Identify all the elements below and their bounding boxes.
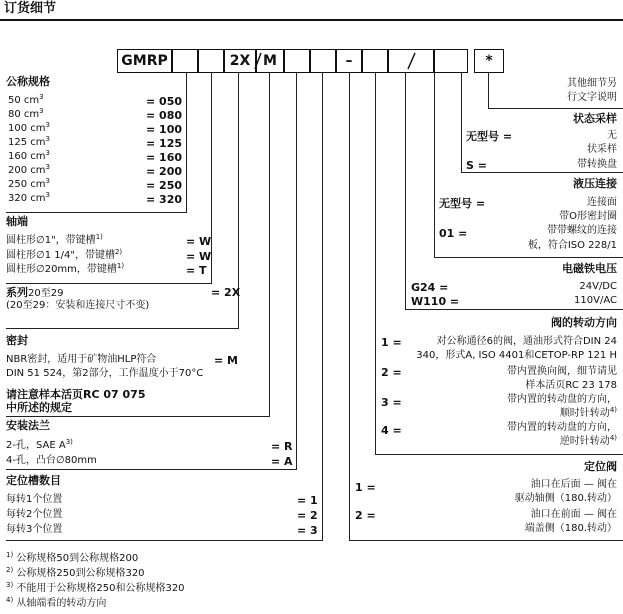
nominal-size-code: = 080	[146, 109, 183, 122]
page-title: 订货细节	[4, 1, 57, 16]
section-heading-nominal-size: 公称规格	[6, 75, 50, 88]
series-code: = 2X	[211, 286, 241, 299]
code-box-dash: –	[336, 49, 362, 73]
status-sample-s-text: 带转换盘	[577, 159, 617, 170]
connector-status-v	[461, 73, 462, 173]
rotation-text: 带内置的转动盘的方向，	[507, 394, 617, 405]
seal-note-2: 中所述的规定	[6, 401, 72, 414]
shaft-code: = W	[186, 250, 212, 263]
rotation-text: 带内置的转动盘的方向，	[507, 422, 617, 433]
other-details-text: 其他细节另	[567, 78, 617, 89]
shaft-label: 圆柱形∅20mm，带键槽$^{1)}$	[6, 262, 125, 275]
section-heading-seal: 密封	[6, 334, 28, 347]
nominal-size-code: = 125	[146, 137, 183, 150]
section-heading-rotation: 阀的转动方向	[551, 316, 617, 329]
connector-flange-v	[296, 73, 297, 470]
seal-description-2: DIN 51 524，第2部分，工作温度小于70°C	[6, 368, 204, 379]
code-box-rotation	[362, 49, 388, 73]
solenoid-value: 24V/DC	[579, 281, 617, 292]
rotation-text: 顺时针转动$^{4)}$	[559, 406, 617, 419]
hydraulic-text: 带O形密封圈	[559, 211, 617, 222]
code-box-detent	[310, 49, 336, 73]
nominal-size-label: 80 $cm^3$	[8, 107, 44, 120]
nominal-size-label: 160 $cm^3$	[8, 149, 50, 162]
solenoid-value: 110V/AC	[574, 295, 617, 306]
flange-code: = A	[271, 455, 293, 468]
nominal-size-code: = 050	[146, 95, 183, 108]
connector-voltage-v	[405, 73, 406, 310]
nominal-size-label: 100 $cm^3$	[8, 121, 50, 134]
code-box-gmrp: GMRP	[117, 49, 172, 73]
other-details-text-2: 行文字说明	[567, 92, 617, 103]
section-heading-solenoid: 电磁铁电压	[562, 262, 617, 275]
connector-position-h	[349, 540, 623, 541]
code-box-series: 2X	[224, 49, 256, 73]
detent-code: = 3	[297, 524, 318, 537]
footnote: $^{1)}$ 公称规格50到公称规格200	[6, 551, 139, 564]
seal-note: 请注意样本活页RC 07 075	[6, 388, 146, 401]
connector-position-v	[349, 73, 350, 541]
rotation-text: 对公称通径6的阀，通油形式符合DIN 24	[436, 336, 617, 347]
nominal-size-label: 50 $cm^3$	[8, 93, 44, 106]
positioning-text: 端盖侧（180.转动）	[524, 523, 617, 534]
flange-label: 2-孔，SAE $A^{3)}$	[6, 438, 73, 451]
flange-code: = R	[271, 440, 293, 453]
connector-other-v	[488, 73, 489, 109]
detent-label: 每转1个位置	[6, 494, 63, 505]
shaft-label: 圆柱形∅1 1/4"，带键槽$^{2)}$	[6, 248, 123, 261]
solenoid-code: G24 =	[411, 281, 449, 294]
status-sample-no-text-2: 状采样	[587, 144, 617, 155]
connector-flange-h	[6, 469, 297, 470]
nominal-size-label: 125 $cm^3$	[8, 135, 50, 148]
hydraulic-text: 带带螺纹的连接	[547, 225, 617, 236]
section-heading-status-sample: 状态采样	[573, 112, 617, 125]
connector-rotation-h	[375, 454, 623, 455]
rotation-text: 样本活页RC 23 178	[525, 380, 617, 391]
detent-code: = 2	[297, 509, 318, 522]
title-rule	[0, 19, 623, 21]
nominal-size-code: = 250	[146, 179, 183, 192]
nominal-size-code: = 320	[146, 193, 183, 206]
status-sample-no-code: 无型号 =	[466, 130, 513, 143]
detent-label: 每转3个位置	[6, 524, 63, 535]
connector-size-v	[186, 73, 187, 213]
detent-label: 每转2个位置	[6, 509, 63, 520]
connector-series-h	[6, 328, 239, 329]
hydraulic-no-code: 无型号 =	[439, 197, 486, 210]
nominal-size-code: = 100	[146, 123, 183, 136]
series-label: 系列20至29	[6, 286, 64, 299]
nominal-size-code: = 160	[146, 151, 183, 164]
slash-icon	[388, 49, 434, 73]
connector-detent-h	[6, 540, 323, 541]
rotation-code: 4 =	[381, 424, 402, 437]
flange-label: 4-孔，凸台∅80mm	[6, 455, 97, 466]
nominal-size-label: 200 $cm^3$	[8, 163, 50, 176]
code-box-flange	[284, 49, 310, 73]
connector-detent-v	[322, 73, 323, 541]
positioning-code: 2 =	[355, 509, 376, 522]
hydraulic-text: 连接面	[587, 197, 617, 208]
connector-size-h	[6, 212, 187, 213]
footnote: $^{4)}$ 从轴端看的转动方向	[6, 596, 107, 609]
positioning-text: 油口在后面 — 阀在	[530, 479, 617, 490]
rotation-code: 3 =	[381, 396, 402, 409]
connector-rotation-v	[375, 73, 376, 455]
rotation-text: 带内置换向阀，细节请见	[507, 366, 617, 377]
hydraulic-01-code: 01 =	[439, 227, 468, 240]
rotation-text: 340，形式A, ISO 4401和CETOP-RP 121 H	[416, 350, 617, 361]
code-box-shaft	[198, 49, 224, 73]
connector-other-h	[488, 108, 623, 109]
solenoid-code: W110 =	[411, 295, 460, 308]
connector-hydraulic-v	[434, 73, 435, 258]
connector-hydraulic-h	[434, 257, 623, 258]
connector-shaft-h	[6, 283, 212, 284]
section-heading-shaft: 轴端	[6, 215, 28, 228]
rotation-code: 1 =	[381, 336, 402, 349]
code-box-seal: M	[256, 49, 284, 73]
connector-status-h	[461, 172, 623, 173]
rotation-text: 逆时针转动$^{4)}$	[559, 434, 617, 447]
shaft-label: 圆柱形∅1"，带键槽$^{1)}$	[6, 233, 103, 246]
seal-description: NBR密封，适用于矿物油HLP符合	[6, 354, 157, 365]
nominal-size-code: = 200	[146, 165, 183, 178]
seal-code: = M	[214, 354, 238, 367]
nominal-size-label: 320 $cm^3$	[8, 191, 50, 204]
section-heading-positioning: 定位阀	[584, 460, 617, 473]
positioning-text: 油口在前面 — 阀在	[530, 509, 617, 520]
code-box-connection	[434, 49, 468, 73]
shaft-code: = T	[186, 264, 207, 277]
slash-icon	[224, 49, 284, 73]
section-heading-flange: 安装法兰	[6, 419, 50, 432]
status-sample-no-text: 无	[607, 130, 617, 141]
positioning-text: 驱动轴侧（180.转动）	[514, 493, 617, 504]
status-sample-s-code: S =	[466, 159, 487, 172]
footnote: $^{2)}$ 公称规格250到公称规格320	[6, 566, 145, 579]
code-box-size	[172, 49, 198, 73]
hydraulic-text: 板，符合ISO 228/1	[527, 240, 617, 251]
nominal-size-label: 250 $cm^3$	[8, 177, 50, 190]
footnote: $^{3)}$ 不能用于公称规格250和公称规格320	[6, 581, 185, 594]
code-box-other: *	[474, 49, 504, 73]
rotation-code: 2 =	[381, 366, 402, 379]
connector-seal-v	[269, 73, 270, 417]
section-heading-detent: 定位槽数目	[6, 474, 61, 487]
connector-voltage-h	[405, 309, 623, 310]
detent-code: = 1	[297, 494, 318, 507]
shaft-code: = W	[186, 235, 212, 248]
positioning-code: 1 =	[355, 481, 376, 494]
connector-seal-h	[6, 416, 270, 417]
series-note: (20至29：安装和连接尺寸不变)	[6, 300, 150, 311]
section-heading-hydraulic: 液压连接	[573, 177, 617, 190]
